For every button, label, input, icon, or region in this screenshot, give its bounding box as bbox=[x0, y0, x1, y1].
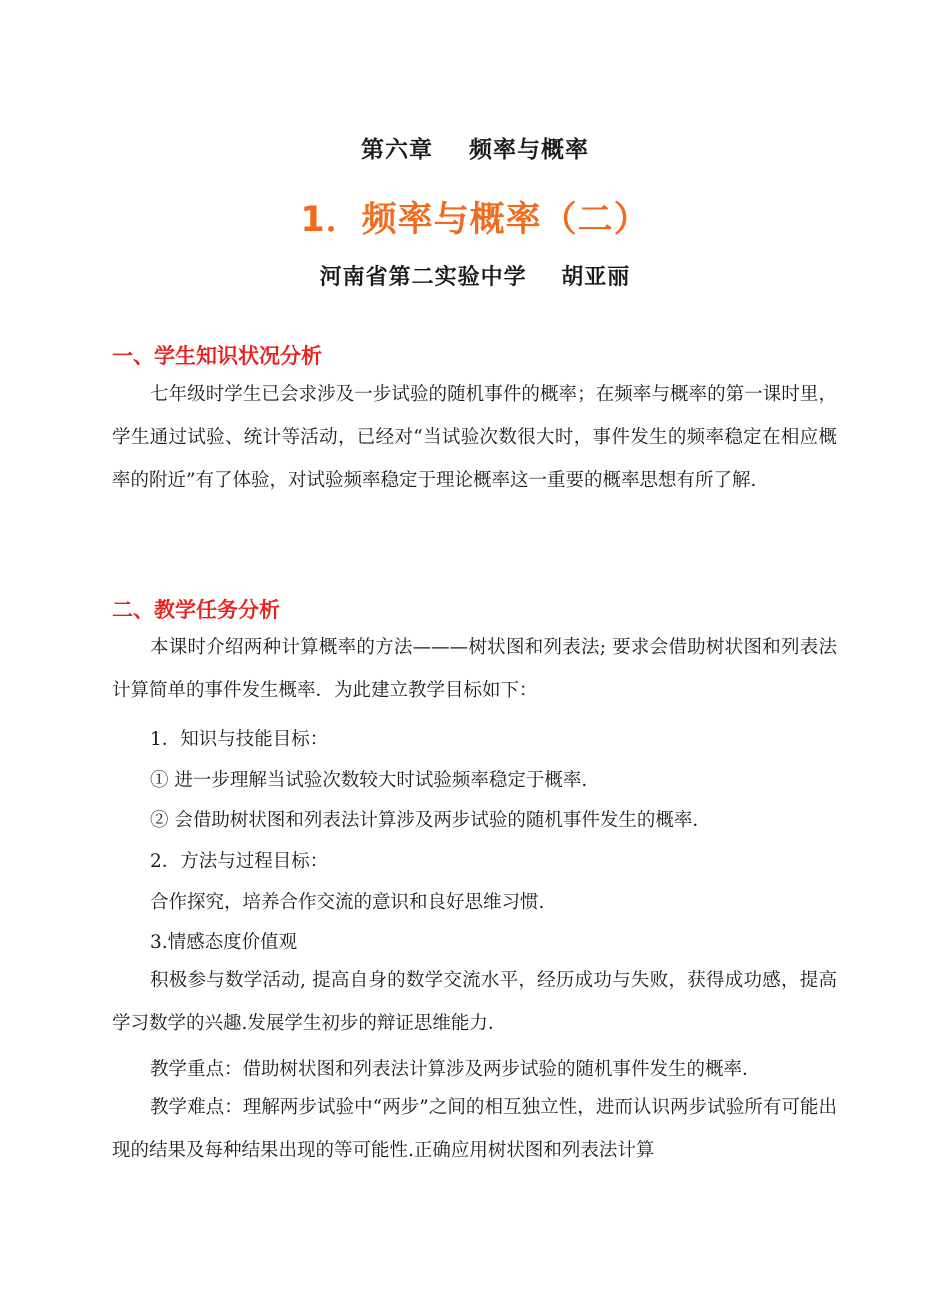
difficulty-paragraph: 教学难点：理解两步试验中“两步”之间的相互独立性，进而认识两步试验所有可能出现的结果及每种结果出现的等可能性.正确应用树状图和列表法计算 bbox=[112, 1097, 837, 1161]
section-heading-student-analysis: 一、学生知识状况分析 bbox=[112, 344, 322, 368]
author-line: 河南省第二实验中学 胡亚丽 bbox=[319, 265, 631, 290]
lesson-title: 1．频率与概率（二） bbox=[300, 200, 650, 240]
goal2-text: 合作探究，培养合作交流的意识和良好思维习惯. bbox=[150, 892, 545, 913]
key-point: 教学重点：借助树状图和列表法计算涉及两步试验的随机事件发生的概率． bbox=[150, 1059, 761, 1080]
goal3-text: 积极参与数学活动, 提高自身的数学交流水平，经历成功与失败，获得成功感，提高学习数学的兴趣.发展学生初步的辩证思维能力． bbox=[112, 970, 837, 1034]
goal1-title: 1．知识与技能目标： bbox=[150, 729, 329, 750]
goal3-title: 3.情感态度价值观 bbox=[150, 932, 298, 953]
chapter-title: 第六章 频率与概率 bbox=[360, 137, 590, 163]
student-analysis-paragraph: 七年级时学生已会求涉及一步试验的随机事件的概率；在频率与概率的第一课时里，学生通过试验、统计等活动，已经对“当试验次数很大时，事件发生的频率稳定在相应概率的附近”有了体验，对试验频率稳定于理论概率这一重要的概率思想有所了解. bbox=[112, 384, 837, 491]
goal2-title: 2．方法与过程目标： bbox=[150, 851, 329, 872]
task-analysis-intro: 本课时介绍两种计算概率的方法———树状图和列表法; 要求会借助树状图和列表法计算简单的事件发生概率．为此建立教学目标如下： bbox=[112, 637, 837, 701]
goal1-item1: ① 进一步理解当试验次数较大时试验频率稳定于概率. bbox=[150, 770, 588, 791]
goal1-item2: ② 会借助树状图和列表法计算涉及两步试验的随机事件发生的概率． bbox=[150, 810, 711, 831]
section-heading-task-analysis: 二、教学任务分析 bbox=[112, 598, 280, 622]
